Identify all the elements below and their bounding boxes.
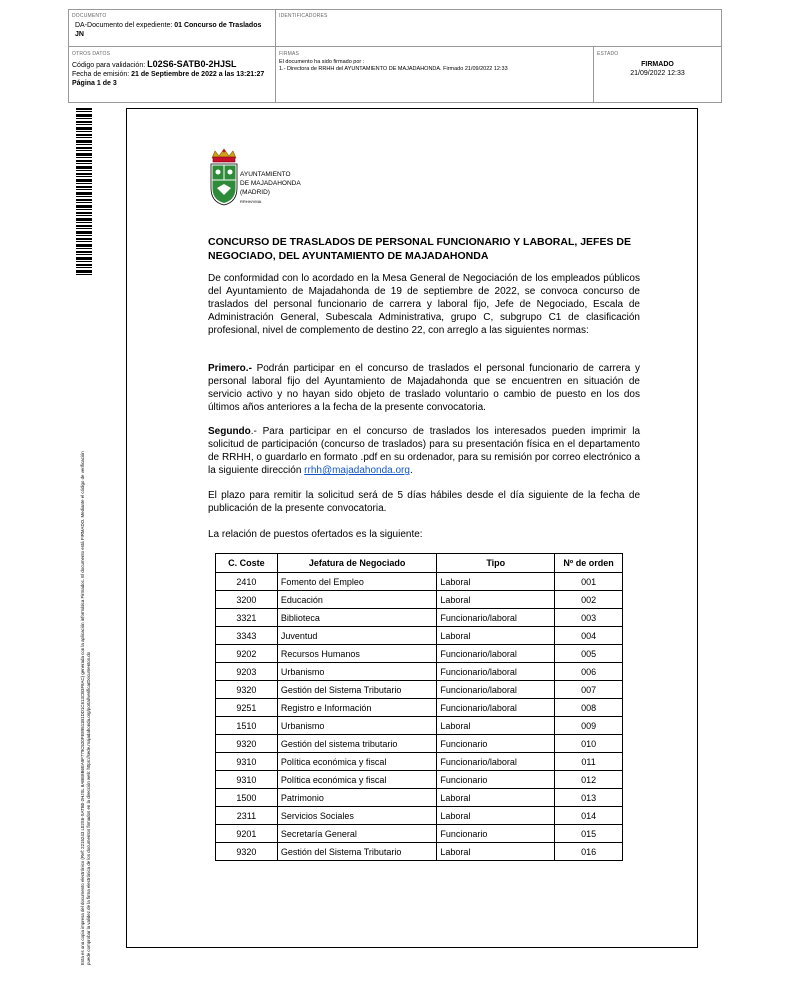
table-row (216, 843, 623, 861)
cell-jefatura: Gestión del sistema tributario (277, 735, 436, 753)
firmas-line: 1.- Directora de RRHH del AYUNTAMIENTO DE MAJADAHONDA. Firmado 21/09/2022 12:33 (279, 66, 508, 73)
column-header-jefatura: Jefatura de Negociado (277, 554, 436, 573)
otros-datos-cell (69, 47, 276, 102)
table-row (216, 645, 623, 663)
cell-tipo: Laboral (437, 843, 555, 861)
cell-tipo: Funcionario/laboral (437, 699, 555, 717)
table-row (216, 807, 623, 825)
cell-orden: 010 (555, 735, 623, 753)
document-title: CONCURSO DE TRASLADOS DE PERSONAL FUNCIONARIO Y LABORAL, JEFES DE NEGOCIADO, DEL AYUNTAMIENTO DE MAJADAHONDA (208, 236, 631, 262)
table-row (216, 663, 623, 681)
cell-orden: 008 (555, 699, 623, 717)
table-row (216, 627, 623, 645)
column-header-coste: C. Coste (216, 554, 278, 573)
logo-text: AYUNTAMIENTO DE MAJADAHONDA (MADRID) RRHH/VMA (240, 171, 301, 204)
validation-code[interactable]: L02S6-SATB0-2HJSL (147, 59, 237, 70)
cell-coste: 9320 (216, 735, 278, 753)
cell-coste: 9320 (216, 681, 278, 699)
cell-jefatura: Gestión del Sistema Tributario (277, 843, 436, 861)
cell-coste: 9202 (216, 645, 278, 663)
cell-jefatura: Política económica y fiscal (277, 753, 436, 771)
cell-orden: 004 (555, 627, 623, 645)
documento-value: DA-Documento del expediente: 01 Concurso de Traslados JN (75, 22, 262, 38)
table-row (216, 789, 623, 807)
cell-tipo: Funcionario/laboral (437, 663, 555, 681)
cell-orden: 009 (555, 717, 623, 735)
cell-tipo: Funcionario (437, 771, 555, 789)
firmas-cell (276, 47, 594, 102)
table-row (216, 681, 623, 699)
paragraph-relacion: La relación de puestos ofertados es la siguiente: (208, 529, 423, 540)
emission-date-line: Fecha de emisión: 21 de Septiembre de 2022 a las 13:21:27 (72, 71, 265, 78)
barcode (76, 108, 92, 276)
documento-cell (69, 10, 276, 47)
table-row (216, 699, 623, 717)
cell-tipo: Laboral (437, 717, 555, 735)
cell-orden: 012 (555, 771, 623, 789)
cell-coste: 1500 (216, 789, 278, 807)
cell-orden: 001 (555, 573, 623, 591)
cell-tipo: Funcionario (437, 735, 555, 753)
cell-coste: 1510 (216, 717, 278, 735)
cell-orden: 016 (555, 843, 623, 861)
estado-label: ESTADO (597, 51, 619, 57)
email-link[interactable]: rrhh@majadahonda.org (304, 465, 410, 476)
paragraph-plazo: El plazo para remitir la solicitud será de 5 días hábiles desde el día siguiente de la fecha de publicación de la presente convocatoria. (208, 490, 640, 514)
identificadores-label: IDENTIFICADORES (279, 13, 328, 19)
cell-orden: 005 (555, 645, 623, 663)
cell-tipo: Funcionario (437, 825, 555, 843)
cell-jefatura: Servicios Sociales (277, 807, 436, 825)
cell-tipo: Funcionario/laboral (437, 753, 555, 771)
table-row (216, 771, 623, 789)
cell-tipo: Funcionario/laboral (437, 681, 555, 699)
table-row (216, 717, 623, 735)
verification-sidebar (80, 285, 94, 965)
coat-of-arms-logo (208, 148, 240, 206)
cell-jefatura: Urbanismo (277, 663, 436, 681)
verification-text: Esta es una copia impresa del documento electrónico (Ref: 2215243 L02S6-SATB0-2HJSL 8ABE8B6EA9F779C520FE89511B1DD1C613CB3F8AC) generada con la aplicación informática Firmadoc. El documento está FIRMADO. Mediante el código de verificación puede comprobar la validez de la firma electrónica de los documentos firmados en la dirección web: https://sede.majadahonda.org/portal/verificarDocumentos.do (80, 451, 91, 965)
cell-tipo: Funcionario/laboral (437, 645, 555, 663)
cell-tipo: Funcionario/laboral (437, 609, 555, 627)
cell-jefatura: Patrimonio (277, 789, 436, 807)
cell-jefatura: Educación (277, 591, 436, 609)
cell-jefatura: Gestión del Sistema Tributario (277, 681, 436, 699)
cell-coste: 2410 (216, 573, 278, 591)
paragraph-primero: Primero.- Podrán participar en el concurso de traslados el personal funcionario de carrera y personal laboral fijo del Ayuntamiento de Majadahonda que se encuentren en situación de servicio activo y no hayan sido objeto de traslado voluntario o cambio de puesto en los dos últimos años anteriores a la fecha de la presente convocatoria. (208, 363, 640, 413)
cell-orden: 007 (555, 681, 623, 699)
table-row (216, 753, 623, 771)
status-date: 21/09/2022 12:33 (630, 70, 685, 77)
cell-tipo: Laboral (437, 573, 555, 591)
cell-jefatura: Urbanismo (277, 717, 436, 735)
cell-jefatura: Registro e Información (277, 699, 436, 717)
cell-jefatura: Biblioteca (277, 609, 436, 627)
table-header-row (216, 554, 623, 573)
identificadores-cell (276, 10, 721, 47)
cell-orden: 011 (555, 753, 623, 771)
cell-tipo: Laboral (437, 591, 555, 609)
cell-jefatura: Juventud (277, 627, 436, 645)
column-header-tipo: Tipo (437, 554, 555, 573)
cell-jefatura: Política económica y fiscal (277, 771, 436, 789)
table-row (216, 609, 623, 627)
cell-tipo: Laboral (437, 807, 555, 825)
cell-jefatura: Secretaría General (277, 825, 436, 843)
cell-coste: 3200 (216, 591, 278, 609)
cell-orden: 006 (555, 663, 623, 681)
cell-jefatura: Recursos Humanos (277, 645, 436, 663)
cell-coste: 3343 (216, 627, 278, 645)
paragraph-intro: De conformidad con lo acordado en la Mesa General de Negociación de los empleados públicos del Ayuntamiento de Majadahonda de 19 de septiembre de 2022, se convoca concurso de traslados del personal funcionario de carrera y laboral fijo, Jefe de Negociado, Escala de Administración General, Subescala Administrativa, grupo C, subgrupo C1 de clasificación profesional, nivel de complemento de destino 22, con arreglo a las siguientes normas: (208, 273, 640, 336)
cell-coste: 9251 (216, 699, 278, 717)
table-row (216, 573, 623, 591)
signature-header (68, 9, 722, 103)
cell-coste: 2311 (216, 807, 278, 825)
firmas-intro: El documento ha sido firmado por : (279, 59, 365, 66)
cell-orden: 003 (555, 609, 623, 627)
cell-orden: 014 (555, 807, 623, 825)
table-row (216, 735, 623, 753)
firmas-label: FIRMAS (279, 51, 300, 57)
validation-code-line: Código para validación: L02S6-SATB0-2HJSL (72, 59, 237, 70)
cell-coste: 3321 (216, 609, 278, 627)
cell-coste: 9201 (216, 825, 278, 843)
cell-orden: 013 (555, 789, 623, 807)
cell-orden: 002 (555, 591, 623, 609)
page-number: Página 1 de 3 (72, 79, 117, 87)
estado-cell (594, 47, 721, 102)
cell-coste: 9310 (216, 771, 278, 789)
cell-coste: 9310 (216, 753, 278, 771)
paragraph-segundo: Segundo.- Para participar en el concurso de traslados los interesados pueden imprimir la solicitud de participación (concurso de traslados) para su presentación física en el departamento de RRHH, o guardarlo en formato .pdf en su ordenador, para su remisión por correo electrónico a la siguiente dirección rrhh@majadahonda.org. (208, 426, 640, 476)
cell-tipo: Laboral (437, 789, 555, 807)
documento-label: DOCUMENTO (72, 13, 107, 19)
column-header-orden: Nº de orden (555, 554, 623, 573)
table-row (216, 591, 623, 609)
status-badge: FIRMADO (641, 61, 674, 69)
cell-jefatura: Fomento del Empleo (277, 573, 436, 591)
table-row (216, 825, 623, 843)
positions-table (215, 553, 623, 861)
otros-datos-label: OTROS DATOS (72, 51, 111, 57)
cell-tipo: Laboral (437, 627, 555, 645)
cell-coste: 9203 (216, 663, 278, 681)
cell-coste: 9320 (216, 843, 278, 861)
cell-orden: 015 (555, 825, 623, 843)
